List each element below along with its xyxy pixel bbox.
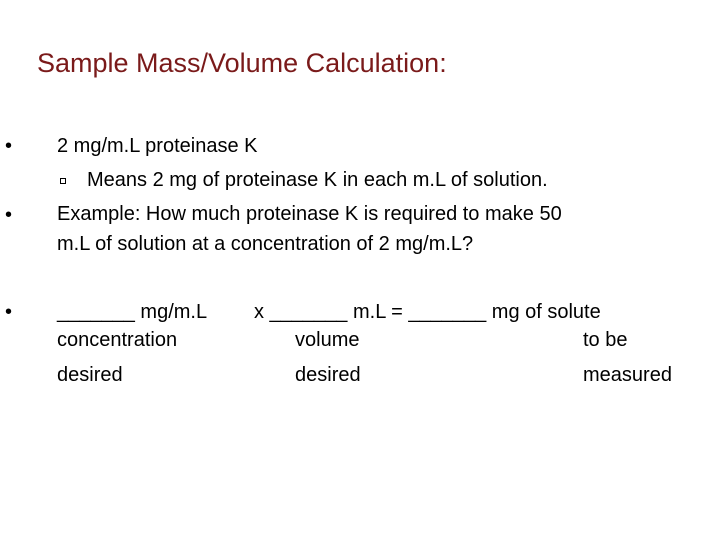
slide-title: Sample Mass/Volume Calculation: [37, 48, 447, 78]
bullet-1-marker: • [5, 135, 13, 157]
equation-volume-mass-blanks: x _______ m.L = _______ mg of solute [254, 301, 601, 323]
bullet-2-marker: • [5, 204, 13, 226]
bullet-3-marker: • [5, 301, 13, 323]
label-volume: volume [295, 329, 360, 351]
bullet-1-text: 2 mg/m.L proteinase K [57, 135, 258, 157]
equation-concentration-blank: _______ mg/m.L [57, 301, 208, 323]
sub-bullet-text: Means 2 mg of proteinase K in each m.L of solution. [87, 169, 548, 191]
label-desired-concentration: desired [57, 364, 123, 386]
label-concentration: concentration [57, 329, 178, 351]
label-measured: measured [583, 364, 672, 386]
label-desired-volume: desired [295, 364, 361, 386]
bullet-2-line-2: m.L of solution at a concentration of 2 mg/m.L? [57, 233, 474, 255]
sub-bullet-square-icon [60, 178, 66, 184]
label-to-be: to be [583, 329, 628, 351]
bullet-2-line-1: Example: How much proteinase K is required to make 50 [57, 203, 562, 225]
